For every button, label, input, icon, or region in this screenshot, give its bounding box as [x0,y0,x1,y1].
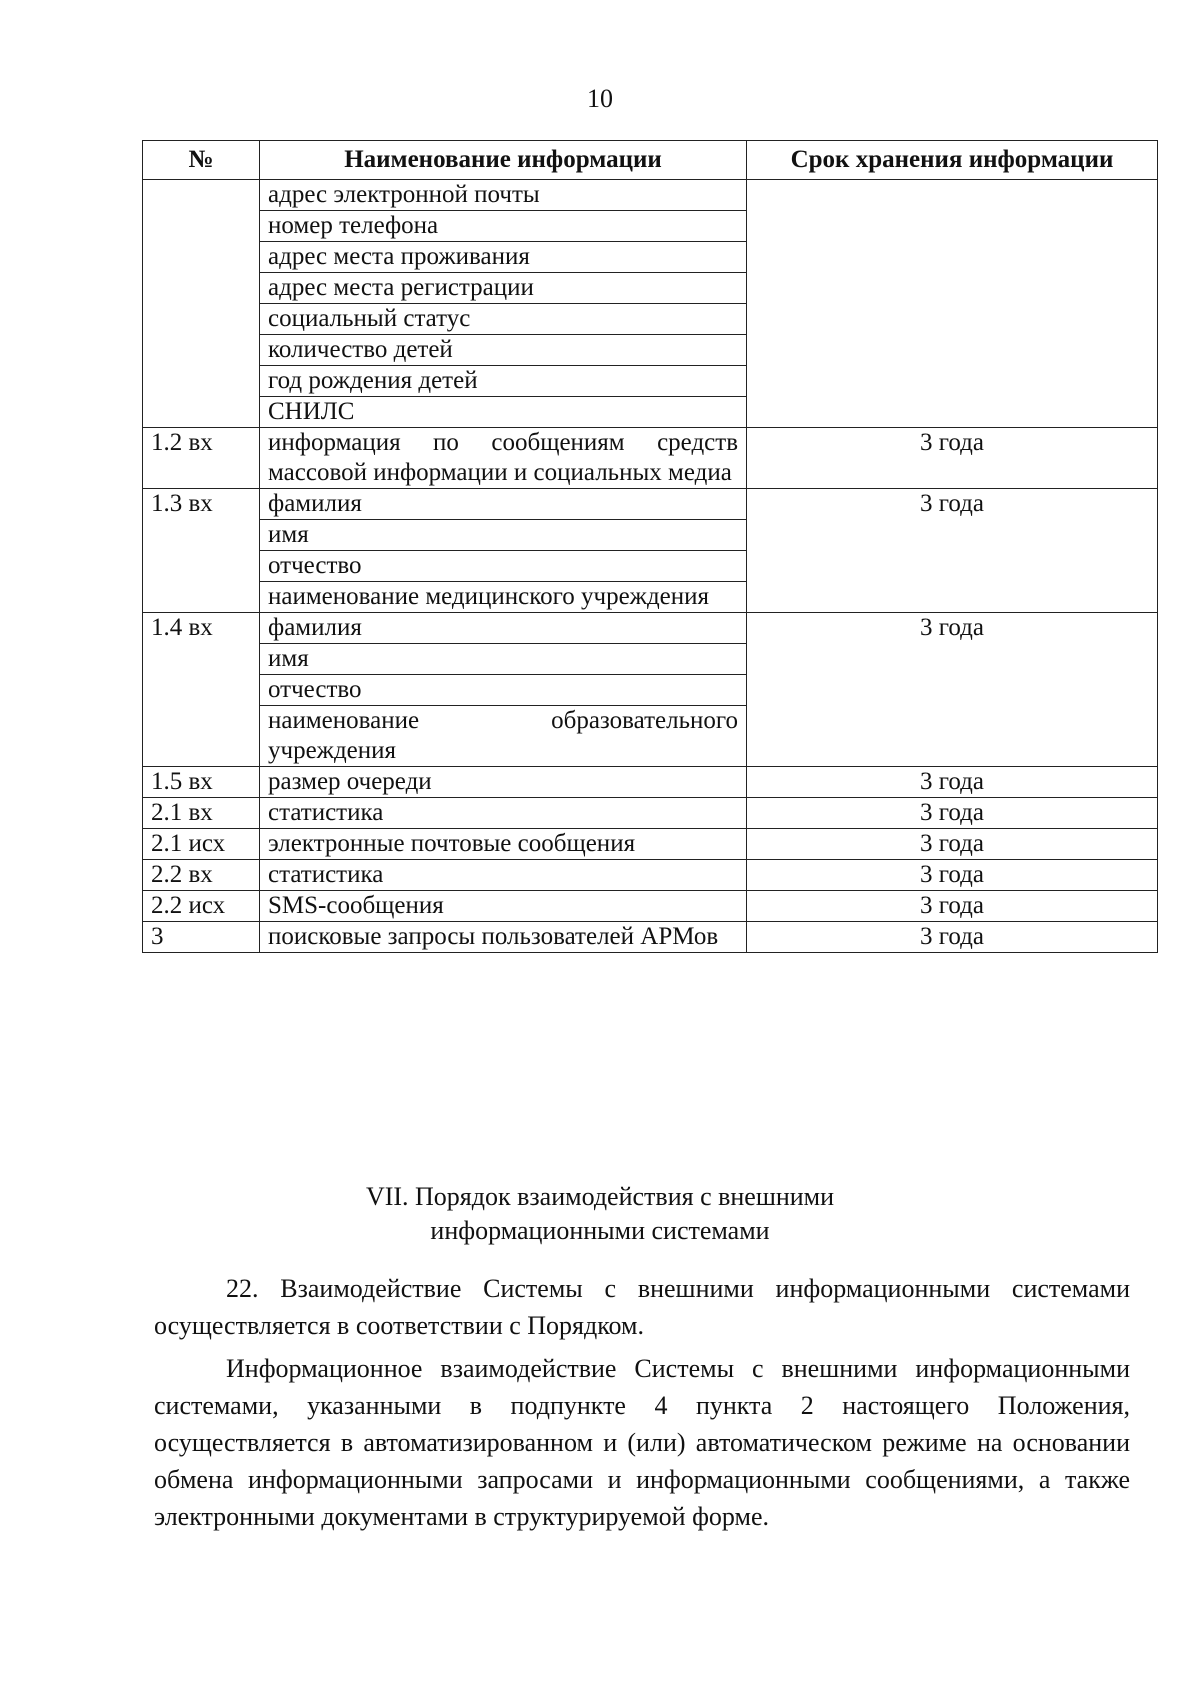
info-name: поисковые запросы пользователей АРМов [260,922,747,953]
storage-term [747,180,1158,428]
info-name: SMS-сообщения [260,891,747,922]
paragraph-interaction: Информационное взаимодействие Системы с внешними информационными системами, указанными в подпункте 4 пункта 2 настоящего Положения, осуществляется в автоматизированном и (или) автоматическом режиме на основании обмена информационными запросами и информационными сообщениями, а также электронными документами в структурируемой форме. [154,1354,1130,1531]
info-name: имя [260,644,747,675]
storage-term: 3 года [747,891,1158,922]
row-number: 1.4 вх [143,613,260,767]
row-number: 3 [143,922,260,953]
info-name: фамилия [260,489,747,520]
info-name: отчество [260,551,747,582]
info-name: имя [260,520,747,551]
info-name: адрес места проживания [260,242,747,273]
row-number: 1.5 вх [143,767,260,798]
info-name: отчество [260,675,747,706]
info-name: электронные почтовые сообщения [260,829,747,860]
table-row [143,922,1158,953]
storage-term: 3 года [747,798,1158,829]
storage-table [142,140,1158,953]
info-name: социальный статус [260,304,747,335]
storage-term: 3 года [747,613,1158,767]
section-title [0,1180,1200,1248]
row-number: 2.1 вх [143,798,260,829]
row-number: 1.2 вх [143,428,260,489]
header-num: № [143,141,260,180]
page-number: 10 [587,84,613,113]
storage-term: 3 года [747,922,1158,953]
table-header-row [143,141,1158,180]
row-number: 2.1 исх [143,829,260,860]
info-name: фамилия [260,613,747,644]
info-name: адрес электронной почты [260,180,747,211]
info-name: статистика [260,798,747,829]
table-row [143,180,1158,211]
storage-term: 3 года [747,860,1158,891]
row-number: 1.3 вх [143,489,260,613]
info-name: статистика [260,860,747,891]
table-row [143,860,1158,891]
storage-term: 3 года [747,767,1158,798]
row-number [143,180,260,428]
table-row [143,767,1158,798]
header-name: Наименование информации [260,141,747,180]
info-name: СНИЛС [260,397,747,428]
info-name: номер телефона [260,211,747,242]
storage-term: 3 года [747,829,1158,860]
info-name: наименование образовательного учреждения [260,706,747,767]
info-name: количество детей [260,335,747,366]
row-number: 2.2 исх [143,891,260,922]
row-number: 2.2 вх [143,860,260,891]
paragraph-22: 22. Взаимодействие Системы с внешними информационными системами осуществляется в соответствии с Порядком. [154,1274,1130,1340]
storage-term: 3 года [747,489,1158,613]
info-name: год рождения детей [260,366,747,397]
storage-term: 3 года [747,428,1158,489]
table-row [143,428,1158,489]
table-row [143,489,1158,520]
table-row [143,891,1158,922]
table-row [143,829,1158,860]
info-name: наименование медицинского учреждения [260,582,747,613]
table-body [143,180,1158,953]
section-title-line1: VII. Порядок взаимодействия с внешними [365,1182,835,1211]
header-term: Срок хранения информации [747,141,1158,180]
info-name: информация по сообщениям средств массовой информации и социальных медиа [260,428,747,489]
info-name: адрес места регистрации [260,273,747,304]
info-name: размер очереди [260,767,747,798]
section-title-line2: информационными системами [430,1216,770,1245]
table-row [143,798,1158,829]
table-row [143,613,1158,644]
